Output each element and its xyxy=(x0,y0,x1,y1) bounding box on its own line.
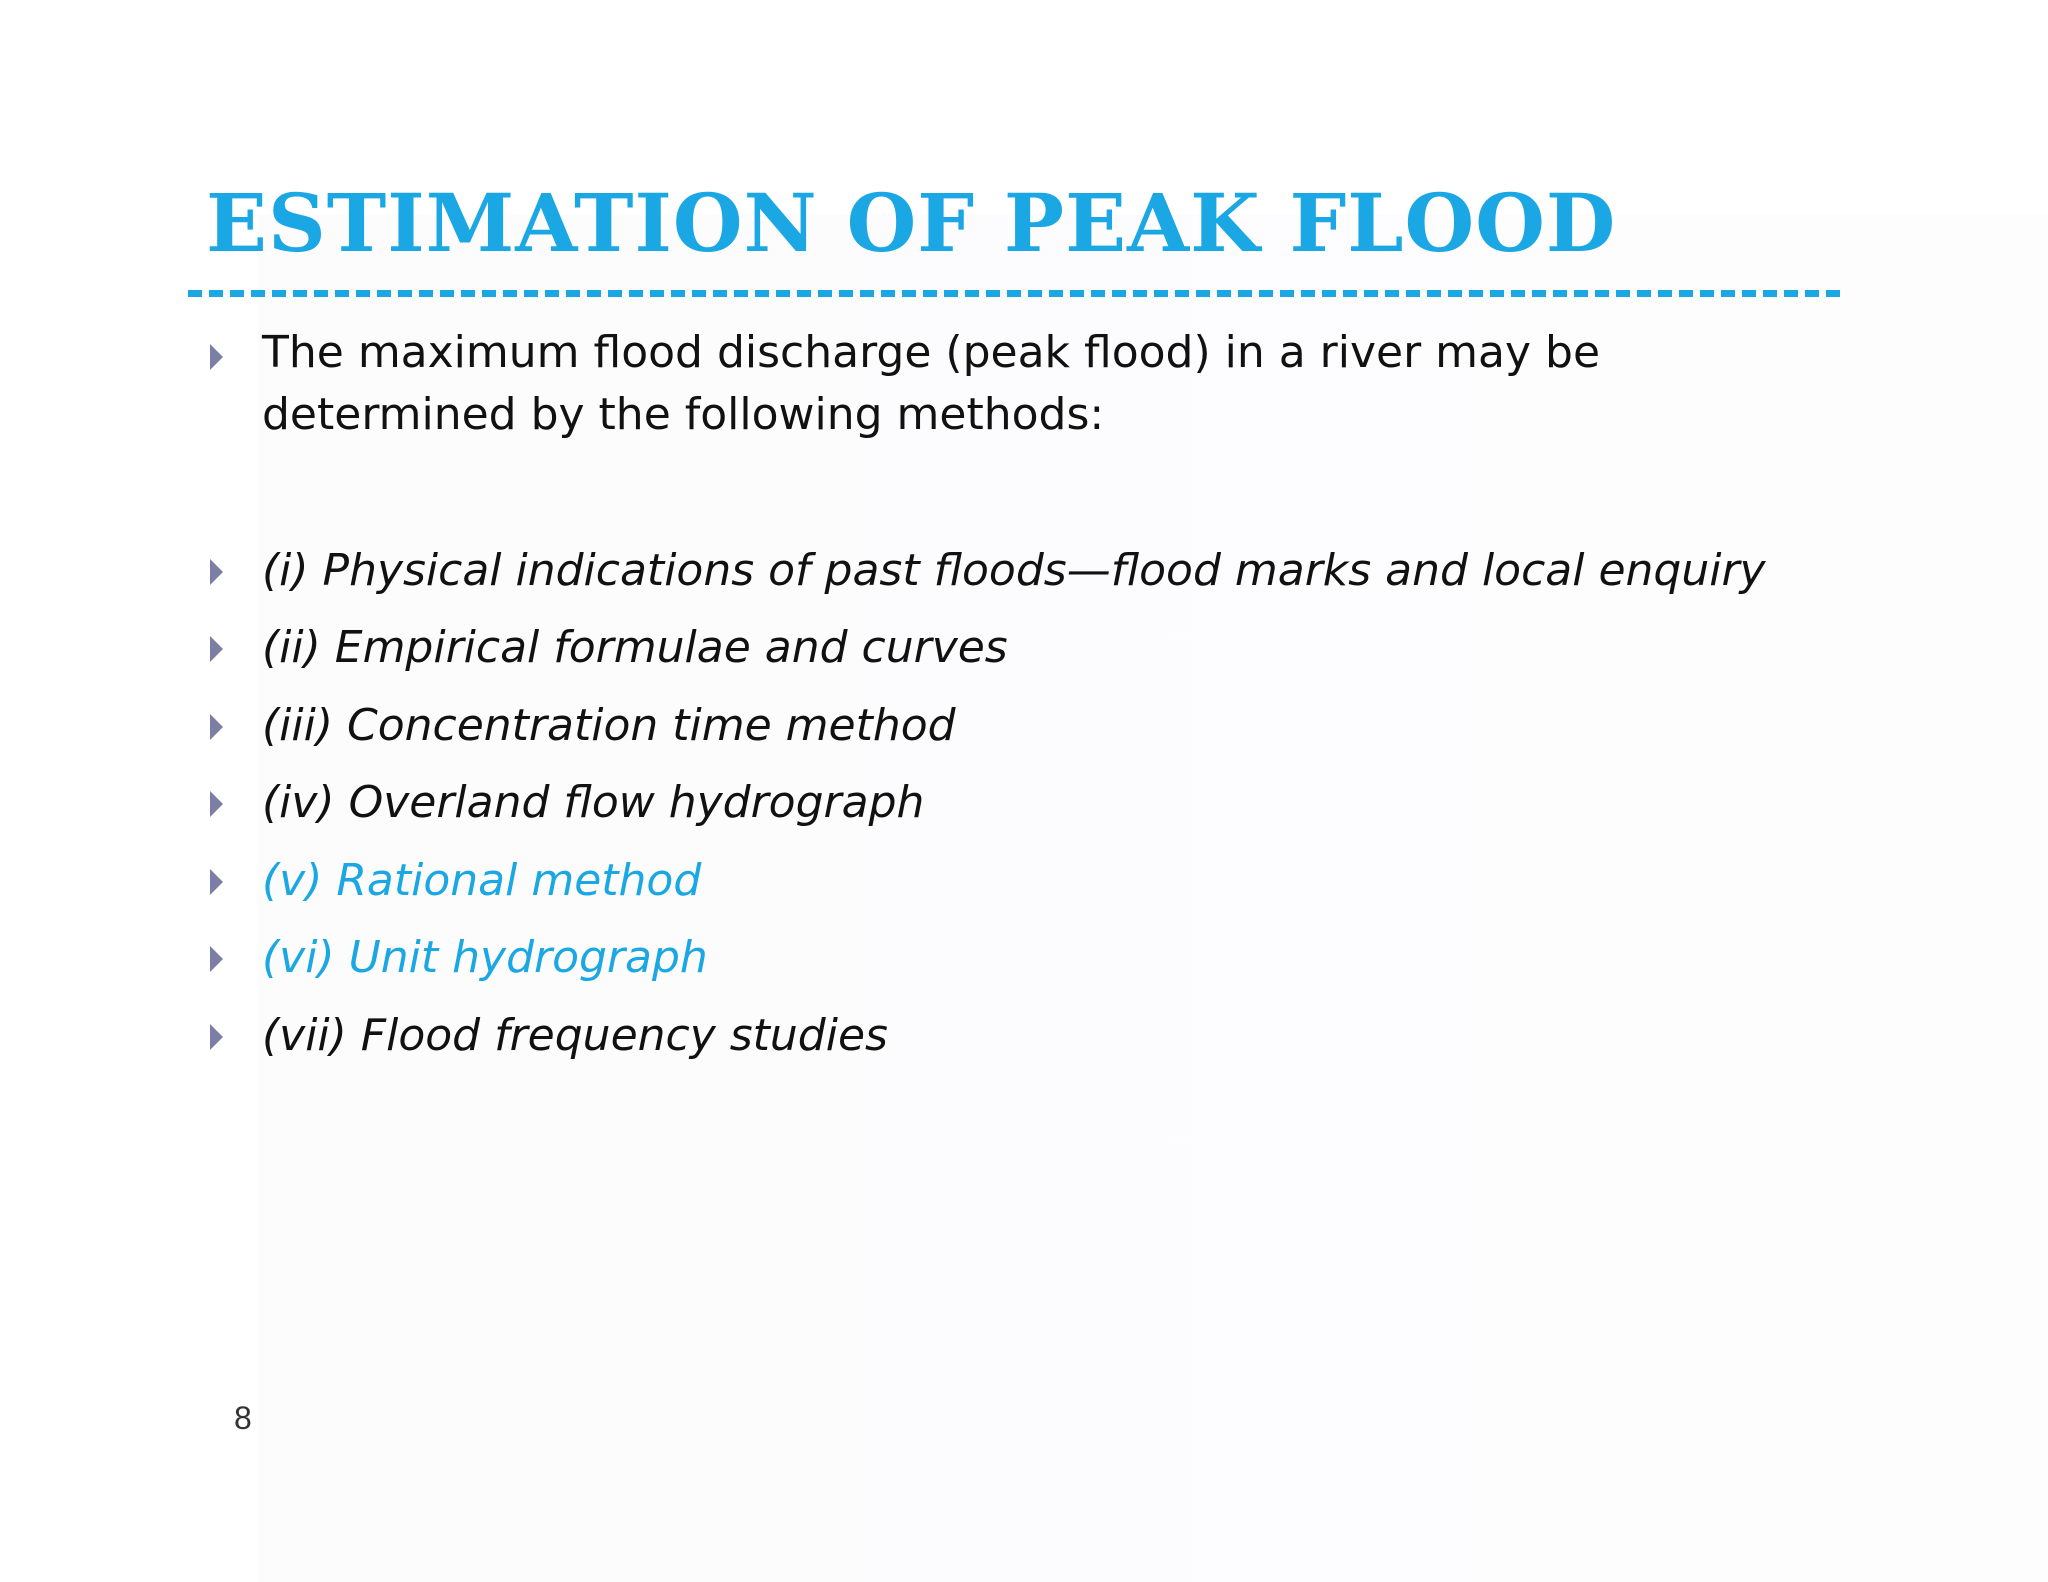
bullet-arrow-icon xyxy=(210,559,223,585)
method-text: (iii) Concentration time method xyxy=(262,700,956,751)
method-text: (v) Rational method xyxy=(262,855,702,906)
method-text: (vi) Unit hydrograph xyxy=(262,932,708,983)
method-text: (ii) Empirical formulae and curves xyxy=(262,622,1008,673)
bullet-arrow-icon xyxy=(210,946,223,972)
bullet-arrow-icon xyxy=(210,791,223,817)
title-divider xyxy=(188,290,1840,297)
bullet-arrow-icon xyxy=(210,1024,223,1050)
method-text: (vii) Flood frequency studies xyxy=(262,1010,888,1061)
bullet-arrow-icon xyxy=(210,636,223,662)
slide-title: ESTIMATION OF PEAK FLOOD xyxy=(206,176,1617,270)
method-text: (iv) Overland flow hydrograph xyxy=(262,777,925,828)
page-number: 8 xyxy=(234,1400,252,1436)
method-text: (i) Physical indications of past floods—flood marks and local enquiry xyxy=(262,545,1766,596)
bullet-arrow-icon xyxy=(210,714,223,740)
bullet-arrow-icon xyxy=(210,869,223,895)
intro-text: The maximum flood discharge (peak flood) in a river may be determined by the following methods: xyxy=(262,327,1601,440)
bullet-arrow-icon xyxy=(210,344,223,370)
